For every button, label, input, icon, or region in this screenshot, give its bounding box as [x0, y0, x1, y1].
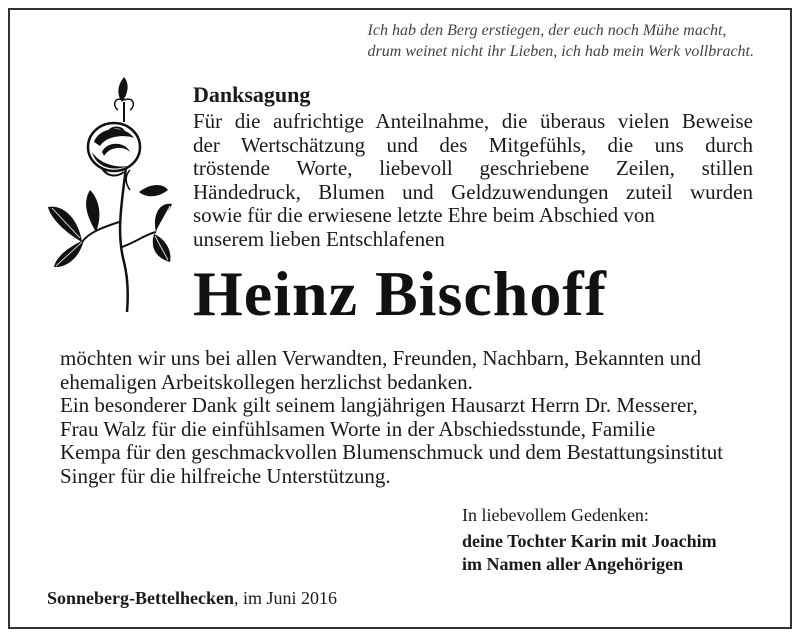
intro-line: tröstende Worte, liebevoll geschriebene Zeilen, stillen	[193, 156, 753, 180]
signer-line-2: im Namen aller Angehörigen	[462, 554, 684, 574]
poem	[368, 20, 754, 62]
poem-line-2: drum weinet nicht ihr Lieben, ich hab mein Werk vollbracht.	[367, 43, 754, 60]
signers	[462, 530, 717, 576]
memory-text: In liebevollem Gedenken:	[462, 505, 649, 525]
intro-line: Händedruck, Blumen und Geldzuwendungen zuteil wurden	[193, 179, 753, 204]
date: , im Juni 2016	[233, 588, 337, 608]
place-date	[47, 588, 337, 609]
intro-text	[193, 110, 753, 251]
deceased-name: Heinz Bischoff	[193, 258, 607, 329]
body-text	[60, 347, 754, 488]
intro-line: der Wertschätzung und des Mitgefühls, die uns durch	[193, 132, 753, 157]
intro-line: unserem lieben Entschlafenen	[193, 226, 445, 251]
poem-line-1: Ich hab den Berg erstiegen, der euch noch Mühe macht,	[367, 22, 727, 39]
signer-line-1: deine Tochter Karin mit Joachim	[462, 531, 717, 551]
intro-line: Für die aufrichtige Anteilnahme, die überaus vielen Beweise	[193, 109, 753, 133]
body-line: Singer für die hilfreiche Unterstützung.	[60, 463, 391, 488]
body-line: Kempa für den geschmackvollen Blumenschmuck und dem Bestattungsinstitut	[60, 440, 724, 464]
body-line: Ein besonderer Dank gilt seinem langjährigen Hausarzt Herrn Dr. Messerer,	[60, 393, 698, 417]
place: Sonneberg-Bettelhecken	[47, 588, 234, 608]
heading: Danksagung	[193, 82, 311, 107]
rose-icon	[44, 72, 174, 317]
intro-line: sowie für die erwiesene letzte Ehre beim Abschied von	[193, 203, 655, 227]
body-line: ehemaligen Arbeitskollegen herzlichst bedanken.	[60, 369, 473, 394]
body-line: möchten wir uns bei allen Verwandten, Freunden, Nachbarn, Bekannten und	[60, 346, 702, 370]
body-line: Frau Walz für die einfühlsamen Worte in der Abschiedsstunde, Familie	[60, 416, 656, 441]
